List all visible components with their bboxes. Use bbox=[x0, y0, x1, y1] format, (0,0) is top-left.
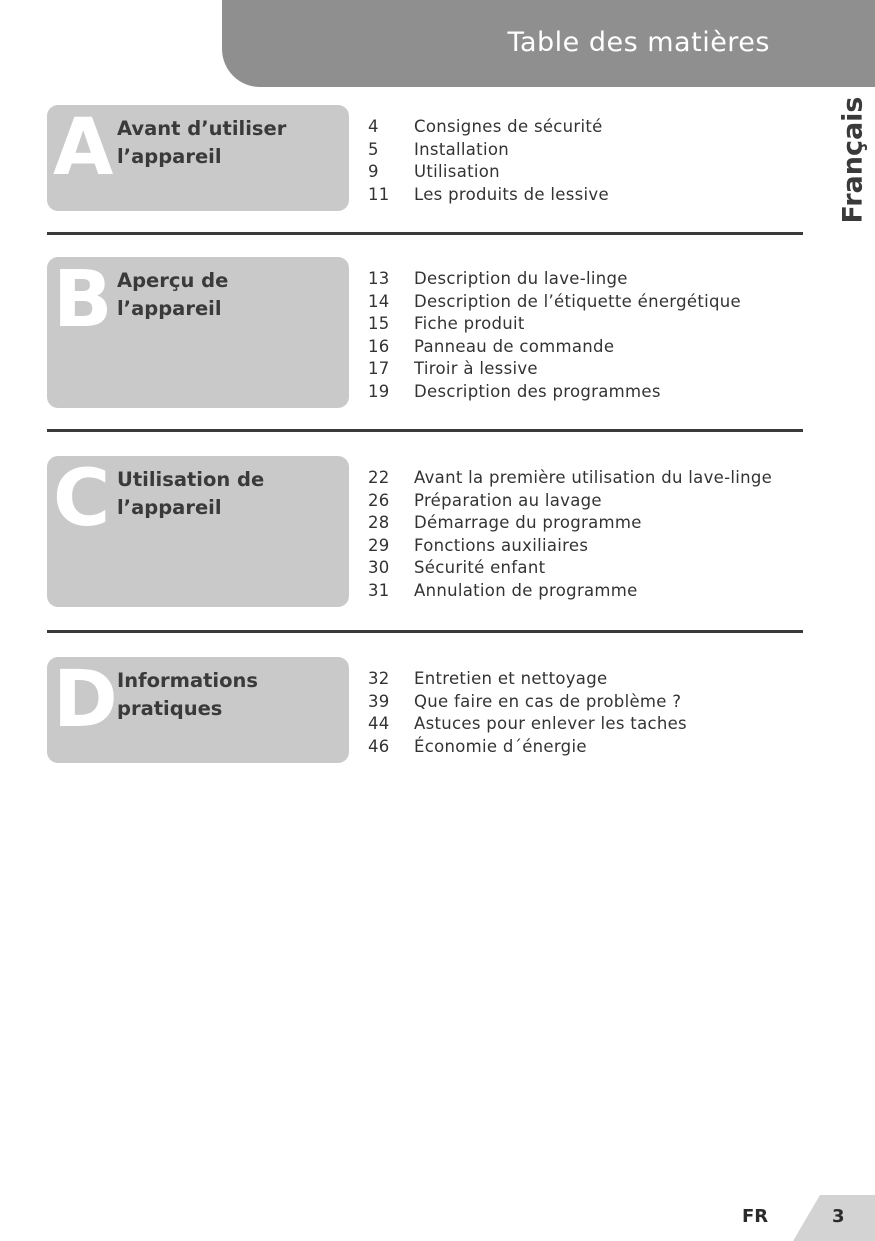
section-title-line: Informations bbox=[117, 669, 259, 692]
toc-entry[interactable] bbox=[368, 668, 687, 691]
toc-entry[interactable] bbox=[368, 490, 772, 513]
section-heading-box bbox=[47, 105, 349, 211]
section-title bbox=[117, 466, 342, 522]
toc-entry[interactable] bbox=[368, 291, 741, 314]
toc-page-number: 16 bbox=[368, 336, 390, 356]
toc-entry[interactable] bbox=[368, 116, 609, 139]
toc-entries bbox=[368, 116, 609, 206]
toc-page-number: 28 bbox=[368, 513, 390, 532]
page-number: 3 bbox=[832, 1206, 845, 1227]
toc-entry-label: Description de l’étiquette énergétique bbox=[414, 291, 741, 311]
toc-entry[interactable] bbox=[368, 512, 772, 535]
section-title-line: l’appareil bbox=[117, 496, 222, 519]
section-letter: C bbox=[53, 456, 111, 544]
toc-entry-label: Utilisation bbox=[414, 162, 500, 181]
section-letter: D bbox=[53, 657, 118, 745]
toc-page-number: 4 bbox=[368, 117, 379, 136]
toc-entry[interactable] bbox=[368, 358, 741, 381]
section-divider bbox=[47, 630, 803, 633]
section-divider bbox=[47, 232, 803, 235]
section-letter: B bbox=[53, 257, 113, 345]
toc-page-number: 22 bbox=[368, 468, 390, 487]
section-heading-box bbox=[47, 657, 349, 763]
section-title-line: l’appareil bbox=[117, 145, 222, 168]
toc-entry[interactable] bbox=[368, 139, 609, 162]
toc-entry[interactable] bbox=[368, 467, 772, 490]
language-label: Français bbox=[837, 96, 869, 224]
toc-entry-label: Avant la première utilisation du lave-linge bbox=[414, 468, 773, 487]
toc-entry[interactable] bbox=[368, 713, 687, 736]
section-heading-box bbox=[47, 257, 349, 408]
toc-entry-label: Économie d´énergie bbox=[414, 736, 587, 756]
toc-entry-label: Panneau de commande bbox=[414, 336, 615, 356]
toc-entry[interactable] bbox=[368, 268, 741, 291]
section-heading-box bbox=[47, 456, 349, 607]
toc-entries bbox=[368, 668, 687, 758]
toc-page-number: 39 bbox=[368, 691, 390, 711]
toc-page-number: 9 bbox=[368, 162, 379, 181]
toc-entry-label: Annulation de programme bbox=[414, 580, 638, 600]
toc-page-number: 44 bbox=[368, 714, 390, 733]
toc-entry[interactable] bbox=[368, 336, 741, 359]
toc-entry-label: Description du lave-linge bbox=[414, 269, 628, 288]
toc-page-number: 5 bbox=[368, 139, 379, 159]
toc-entry-label: Tiroir à lessive bbox=[414, 359, 538, 378]
toc-page-number: 17 bbox=[368, 359, 390, 378]
toc-entry[interactable] bbox=[368, 535, 772, 558]
section-title-line: Utilisation de bbox=[117, 468, 265, 491]
toc-entry-label: Démarrage du programme bbox=[414, 513, 642, 532]
toc-entry[interactable] bbox=[368, 736, 687, 759]
toc-page-number: 30 bbox=[368, 558, 390, 577]
toc-entry-label: Préparation au lavage bbox=[414, 490, 602, 510]
section-title-line: l’appareil bbox=[117, 297, 222, 320]
toc-entry[interactable] bbox=[368, 161, 609, 184]
toc-entry-label: Installation bbox=[414, 139, 509, 159]
toc-entries bbox=[368, 268, 741, 403]
toc-page-number: 13 bbox=[368, 269, 390, 288]
toc-page-number: 46 bbox=[368, 736, 390, 756]
toc-entry-label: Sécurité enfant bbox=[414, 558, 546, 577]
toc-entry[interactable] bbox=[368, 557, 772, 580]
section-title bbox=[117, 267, 342, 323]
toc-page-number: 31 bbox=[368, 580, 390, 600]
toc-page-number: 26 bbox=[368, 490, 390, 510]
section-title-line: Avant d’utiliser bbox=[117, 117, 287, 140]
toc-entry[interactable] bbox=[368, 313, 741, 336]
section-title-line: Aperçu de bbox=[117, 269, 229, 292]
toc-entry[interactable] bbox=[368, 184, 609, 207]
toc-entry[interactable] bbox=[368, 691, 687, 714]
section-title bbox=[117, 667, 342, 723]
section-divider bbox=[47, 429, 803, 432]
toc-entry-label: Que faire en cas de problème ? bbox=[414, 691, 682, 711]
toc-page-number: 29 bbox=[368, 535, 390, 555]
toc-entry-label: Fiche produit bbox=[414, 314, 525, 333]
toc-entry[interactable] bbox=[368, 580, 772, 603]
section-letter: A bbox=[53, 105, 114, 193]
toc-entries bbox=[368, 467, 772, 602]
footer-language-code: FR bbox=[742, 1206, 769, 1227]
toc-page-number: 19 bbox=[368, 381, 390, 401]
section-title-line: pratiques bbox=[117, 697, 223, 720]
toc-entry-label: Consignes de sécurité bbox=[414, 117, 603, 136]
toc-entry-label: Fonctions auxiliaires bbox=[414, 535, 589, 555]
toc-page-number: 11 bbox=[368, 184, 390, 204]
toc-page-number: 14 bbox=[368, 291, 390, 311]
page-title: Table des matières bbox=[507, 27, 770, 58]
toc-entry-label: Les produits de lessive bbox=[414, 184, 609, 204]
section-title bbox=[117, 115, 342, 171]
toc-entry-label: Description des programmes bbox=[414, 381, 661, 401]
toc-entry-label: Astuces pour enlever les taches bbox=[414, 714, 687, 733]
toc-entry[interactable] bbox=[368, 381, 741, 404]
toc-page-number: 32 bbox=[368, 669, 390, 688]
toc-page-number: 15 bbox=[368, 314, 390, 333]
header-tab bbox=[222, 0, 875, 87]
toc-entry-label: Entretien et nettoyage bbox=[414, 669, 608, 688]
